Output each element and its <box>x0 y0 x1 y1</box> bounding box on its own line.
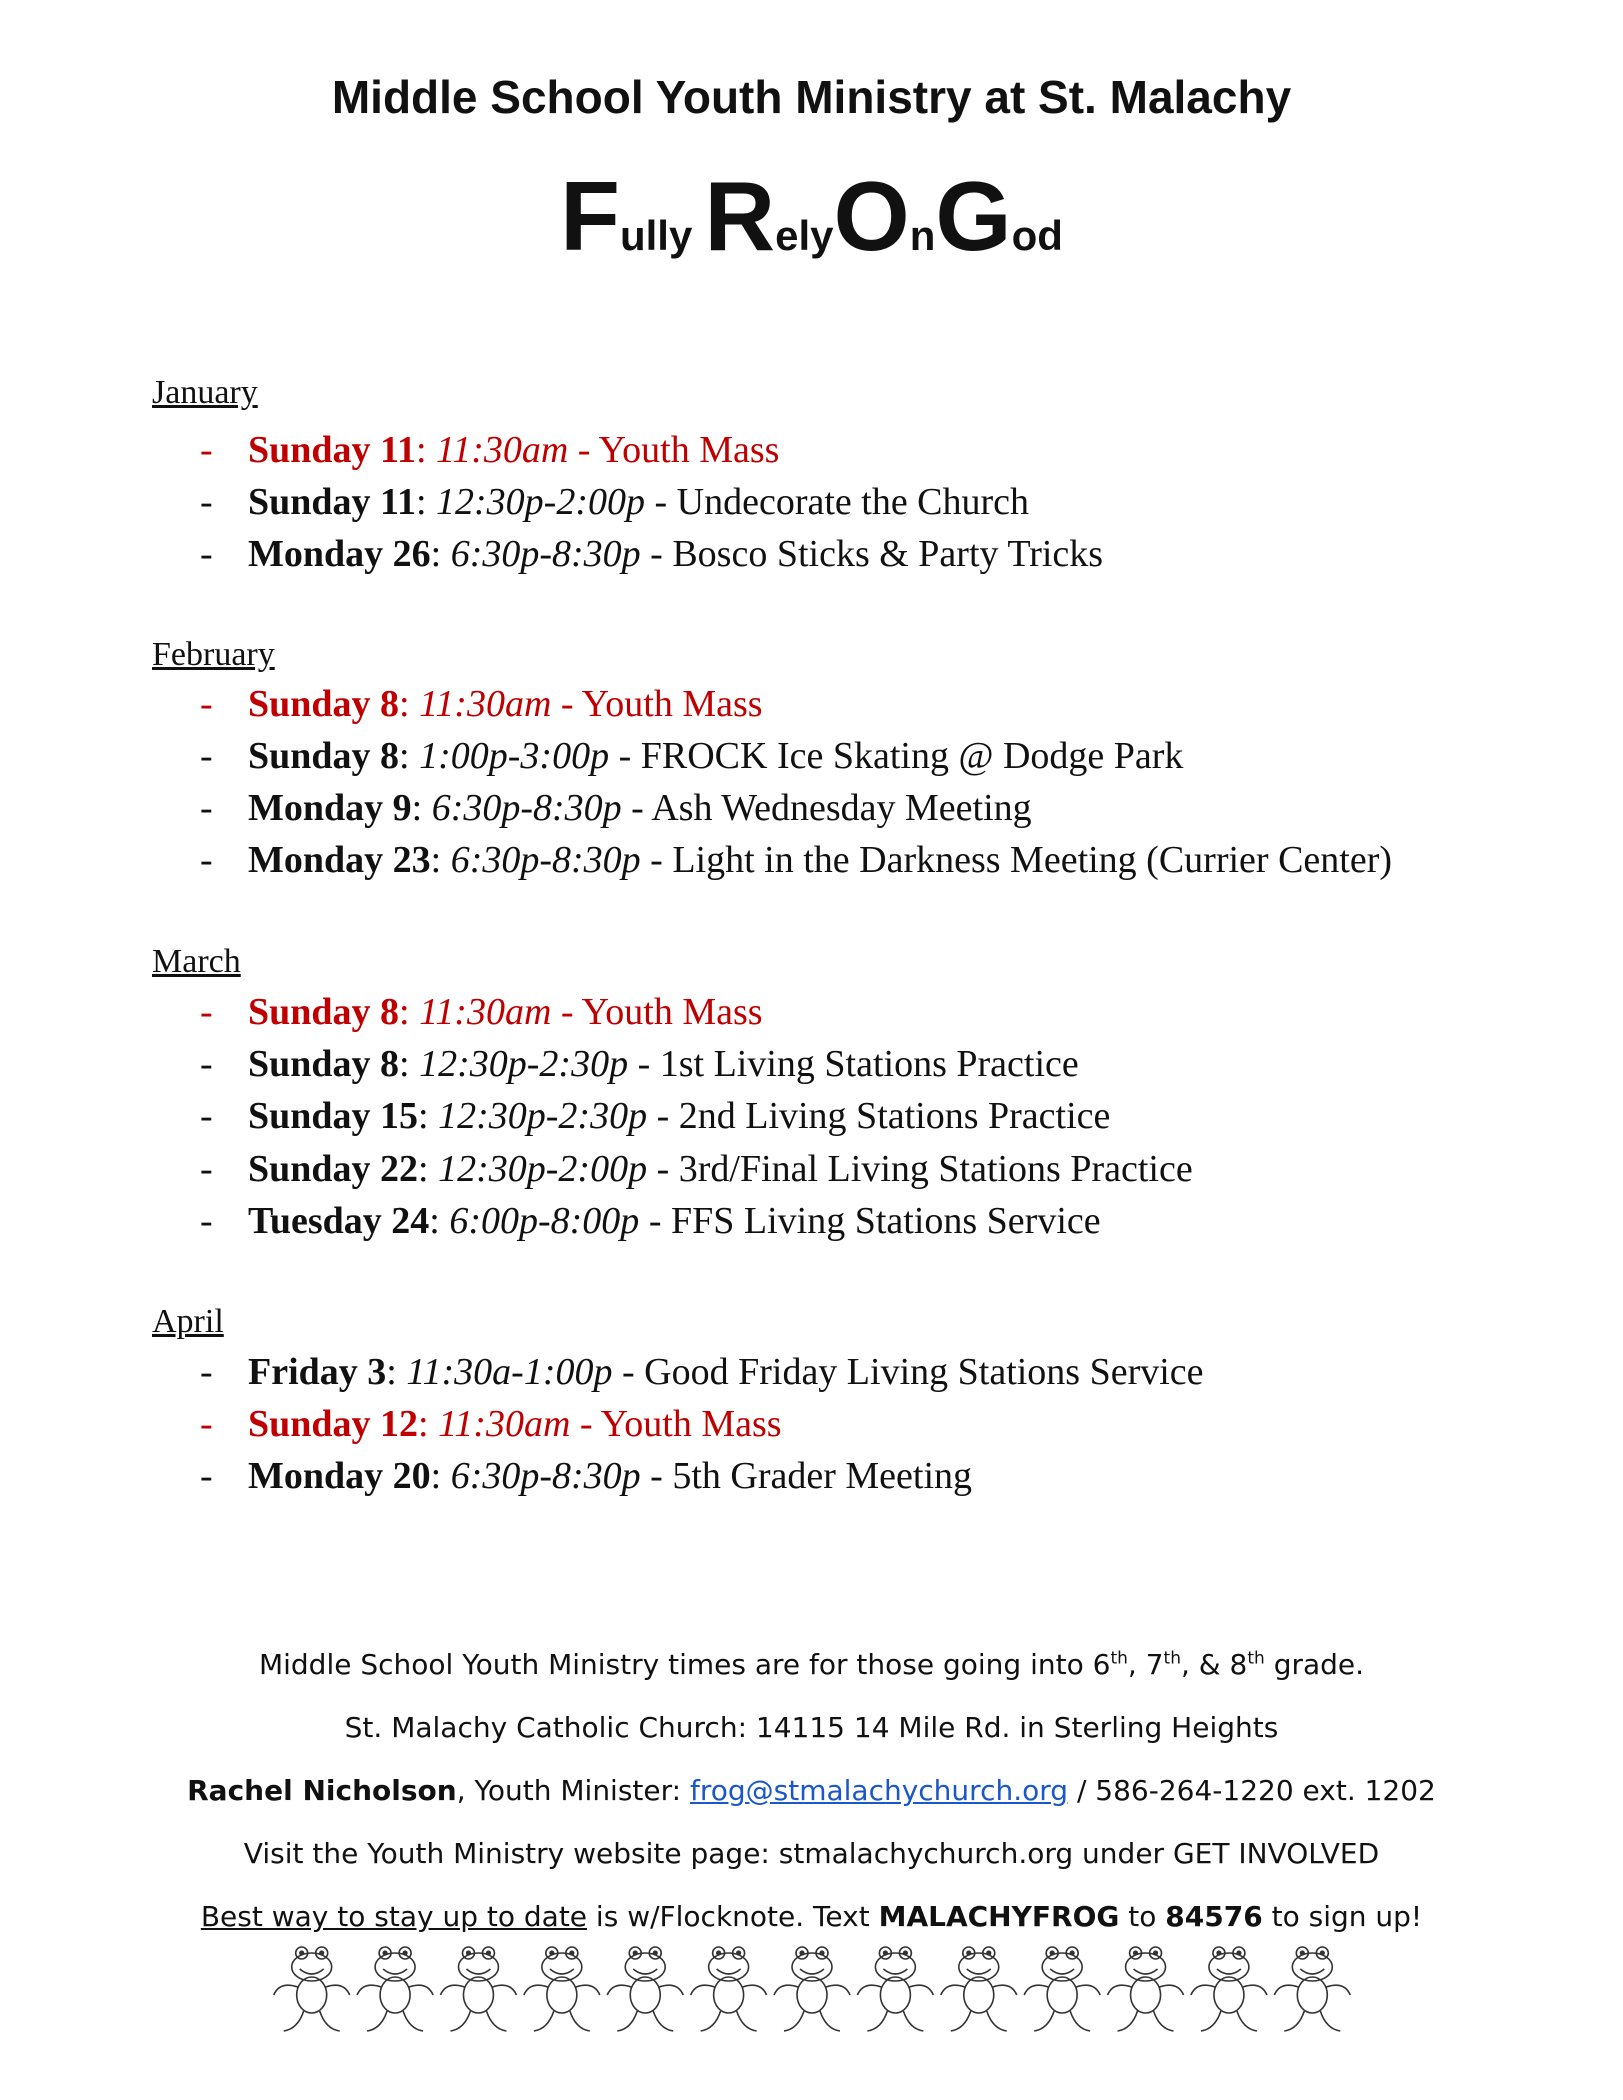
acronym-rest-g: od <box>1011 212 1063 259</box>
event-item: - Sunday 15: 12:30p-2:30p - 2nd Living Stations Practice <box>200 1095 1111 1137</box>
event-day: Sunday 8 <box>248 683 400 725</box>
event-day: Sunday 8 <box>248 991 400 1033</box>
acronym-letter-f: F <box>560 161 620 271</box>
event-desc: Youth Mass <box>581 683 763 725</box>
event-time: 11:30am <box>438 1403 571 1445</box>
event-time: 6:30p-8:30p <box>450 1455 641 1497</box>
grades-text: Middle School Youth Ministry times are for those going into 6 <box>258 1648 1111 1681</box>
event-item: - Monday 9: 6:30p-8:30p - Ash Wednesday Meeting <box>200 787 1032 829</box>
event-time: 6:30p-8:30p <box>431 787 622 829</box>
list-dash: - <box>200 1403 213 1445</box>
list-dash: - <box>200 429 213 471</box>
list-dash: - <box>200 1200 213 1242</box>
website-note: Visit the Youth Ministry website page: stmalachychurch.org under GET INVOLVED <box>243 1837 1380 1870</box>
event-item: - Sunday 11: 12:30p-2:00p - Undecorate the Church <box>200 481 1030 523</box>
event-desc: 1st Living Stations Practice <box>659 1043 1079 1085</box>
event-desc: FFS Living Stations Service <box>670 1200 1101 1242</box>
event-desc: 2nd Living Stations Practice <box>678 1095 1111 1137</box>
event-desc: Light in the Darkness Meeting (Currier Center) <box>672 839 1393 881</box>
grades-text: grade. <box>1264 1648 1365 1681</box>
best-way-text: Best way to stay up to date <box>200 1900 588 1933</box>
event-desc: Good Friday Living Stations Service <box>644 1351 1204 1393</box>
superscript: th <box>1110 1648 1128 1669</box>
event-day: Sunday 8 <box>248 1043 400 1085</box>
frog-icon <box>941 1947 1017 2031</box>
event-item: - Sunday 8: 11:30am - Youth Mass <box>200 683 763 725</box>
frog-icon <box>440 1947 516 2031</box>
grades-text: , & 8 <box>1180 1648 1248 1681</box>
month-heading-february: February <box>152 636 275 673</box>
event-time: 12:30p-2:30p <box>419 1043 629 1085</box>
event-time: 1:00p-3:00p <box>419 735 610 777</box>
event-day: Tuesday 24 <box>248 1200 430 1242</box>
acronym-rest-f: ully <box>619 212 693 259</box>
superscript: th <box>1247 1648 1265 1669</box>
grades-text: , 7 <box>1127 1648 1164 1681</box>
event-desc: 5th Grader Meeting <box>672 1455 973 1497</box>
frog-icon <box>857 1947 933 2031</box>
event-time: 11:30am <box>436 429 569 471</box>
flocknote-text: is w/Flocknote. Text <box>587 1900 879 1933</box>
event-item: - Monday 23: 6:30p-8:30p - Light in the Darkness Meeting (Currier Center) <box>200 839 1393 881</box>
acronym-letter-r: R <box>704 161 776 271</box>
page-title: Middle School Youth Ministry at St. Malachy <box>331 71 1292 123</box>
month-heading-april: April <box>152 1303 224 1340</box>
list-dash: - <box>200 533 213 575</box>
list-dash: - <box>200 991 213 1033</box>
event-time: 6:30p-8:30p <box>450 839 641 881</box>
event-item: - Sunday 8: 12:30p-2:30p - 1st Living Stations Practice <box>200 1043 1079 1085</box>
frog-acronym <box>0 160 1623 273</box>
event-item: - Sunday 12: 11:30am - Youth Mass <box>200 1403 782 1445</box>
event-desc: Undecorate the Church <box>676 481 1030 523</box>
acronym-letter-g: G <box>935 161 1012 271</box>
event-desc: Youth Mass <box>581 991 763 1033</box>
acronym-rest-r: ely <box>775 212 834 259</box>
grades-note <box>0 1648 1623 1681</box>
frog-icon <box>691 1947 767 2031</box>
event-day: Sunday 12 <box>248 1403 419 1445</box>
list-dash: - <box>200 1095 213 1137</box>
event-desc: Ash Wednesday Meeting <box>651 787 1032 829</box>
list-dash: - <box>200 1148 213 1190</box>
acronym-letter-o: O <box>833 161 910 271</box>
event-day: Monday 23 <box>248 839 431 881</box>
frog-icon <box>1274 1947 1350 2031</box>
event-desc: Youth Mass <box>598 429 780 471</box>
event-item: - Sunday 8: 1:00p-3:00p - FROCK Ice Skating @ Dodge Park <box>200 735 1184 777</box>
event-day: Monday 9 <box>248 787 412 829</box>
list-dash: - <box>200 787 213 829</box>
month-heading-january: January <box>152 374 258 411</box>
event-time: 11:30am <box>419 991 552 1033</box>
to-text: to <box>1119 1900 1166 1933</box>
event-time: 12:30p-2:30p <box>438 1095 648 1137</box>
event-item: - Friday 3: 11:30a-1:00p - Good Friday Living Stations Service <box>200 1351 1204 1393</box>
event-day: Sunday 22 <box>248 1148 419 1190</box>
event-time: 12:30p-2:00p <box>436 481 645 523</box>
flocknote-note <box>0 1900 1623 1933</box>
list-dash: - <box>200 1455 213 1497</box>
event-time: 11:30am <box>419 683 552 725</box>
list-dash: - <box>200 839 213 881</box>
superscript: th <box>1163 1648 1181 1669</box>
event-desc: 3rd/Final Living Stations Practice <box>678 1148 1193 1190</box>
event-day: Monday 20 <box>248 1455 431 1497</box>
frog-strip-decoration <box>270 1930 1354 2040</box>
event-day: Sunday 11 <box>248 481 416 523</box>
frog-icon <box>1191 1947 1267 2031</box>
frog-icon <box>607 1947 683 2031</box>
event-day: Monday 26 <box>248 533 431 575</box>
event-desc: Youth Mass <box>600 1403 782 1445</box>
frog-icon <box>774 1947 850 2031</box>
frog-icon <box>524 1947 600 2031</box>
frog-icon <box>1024 1947 1100 2031</box>
phone-number: / 586-264-1220 ext. 1202 <box>1068 1774 1436 1807</box>
signup-text: to sign up! <box>1262 1900 1423 1933</box>
event-day: Sunday 11 <box>248 429 416 471</box>
frog-icon <box>274 1947 350 2031</box>
event-desc: Bosco Sticks & Party Tricks <box>672 533 1104 575</box>
list-dash: - <box>200 1043 213 1085</box>
event-time: 6:30p-8:30p <box>450 533 641 575</box>
event-time: 12:30p-2:00p <box>438 1148 648 1190</box>
contact-line <box>0 1774 1623 1807</box>
event-time: 6:00p-8:00p <box>449 1200 640 1242</box>
text-keyword: MALACHYFROG <box>878 1900 1120 1933</box>
church-address: St. Malachy Catholic Church: 14115 14 Mile Rd. in Sterling Heights <box>344 1711 1279 1744</box>
frog-icon <box>1108 1947 1184 2031</box>
event-item: - Monday 26: 6:30p-8:30p - Bosco Sticks & Party Tricks <box>200 533 1104 575</box>
acronym-rest-o: n <box>909 212 936 259</box>
minister-role: , Youth Minister: <box>456 1774 690 1807</box>
event-item: - Monday 20: 6:30p-8:30p - 5th Grader Meeting <box>200 1455 973 1497</box>
list-dash: - <box>200 481 213 523</box>
event-item: - Sunday 11: 11:30am - Youth Mass <box>200 429 780 471</box>
list-dash: - <box>200 735 213 777</box>
frog-icon <box>357 1947 433 2031</box>
short-code: 84576 <box>1165 1900 1263 1933</box>
event-item: - Sunday 8: 11:30am - Youth Mass <box>200 991 763 1033</box>
event-item: - Sunday 22: 12:30p-2:00p - 3rd/Final Living Stations Practice <box>200 1148 1193 1190</box>
month-heading-march: March <box>152 943 241 980</box>
list-dash: - <box>200 1351 213 1393</box>
event-item: - Tuesday 24: 6:00p-8:00p - FFS Living Stations Service <box>200 1200 1101 1242</box>
event-time: 11:30a-1:00p <box>406 1351 613 1393</box>
list-dash: - <box>200 683 213 725</box>
email-link[interactable]: frog@stmalachychurch.org <box>689 1774 1069 1807</box>
minister-name: Rachel Nicholson <box>187 1774 457 1807</box>
event-day: Sunday 15 <box>248 1095 419 1137</box>
event-desc: FROCK Ice Skating @ Dodge Park <box>640 735 1184 777</box>
event-day: Friday 3 <box>248 1351 387 1393</box>
event-day: Sunday 8 <box>248 735 400 777</box>
